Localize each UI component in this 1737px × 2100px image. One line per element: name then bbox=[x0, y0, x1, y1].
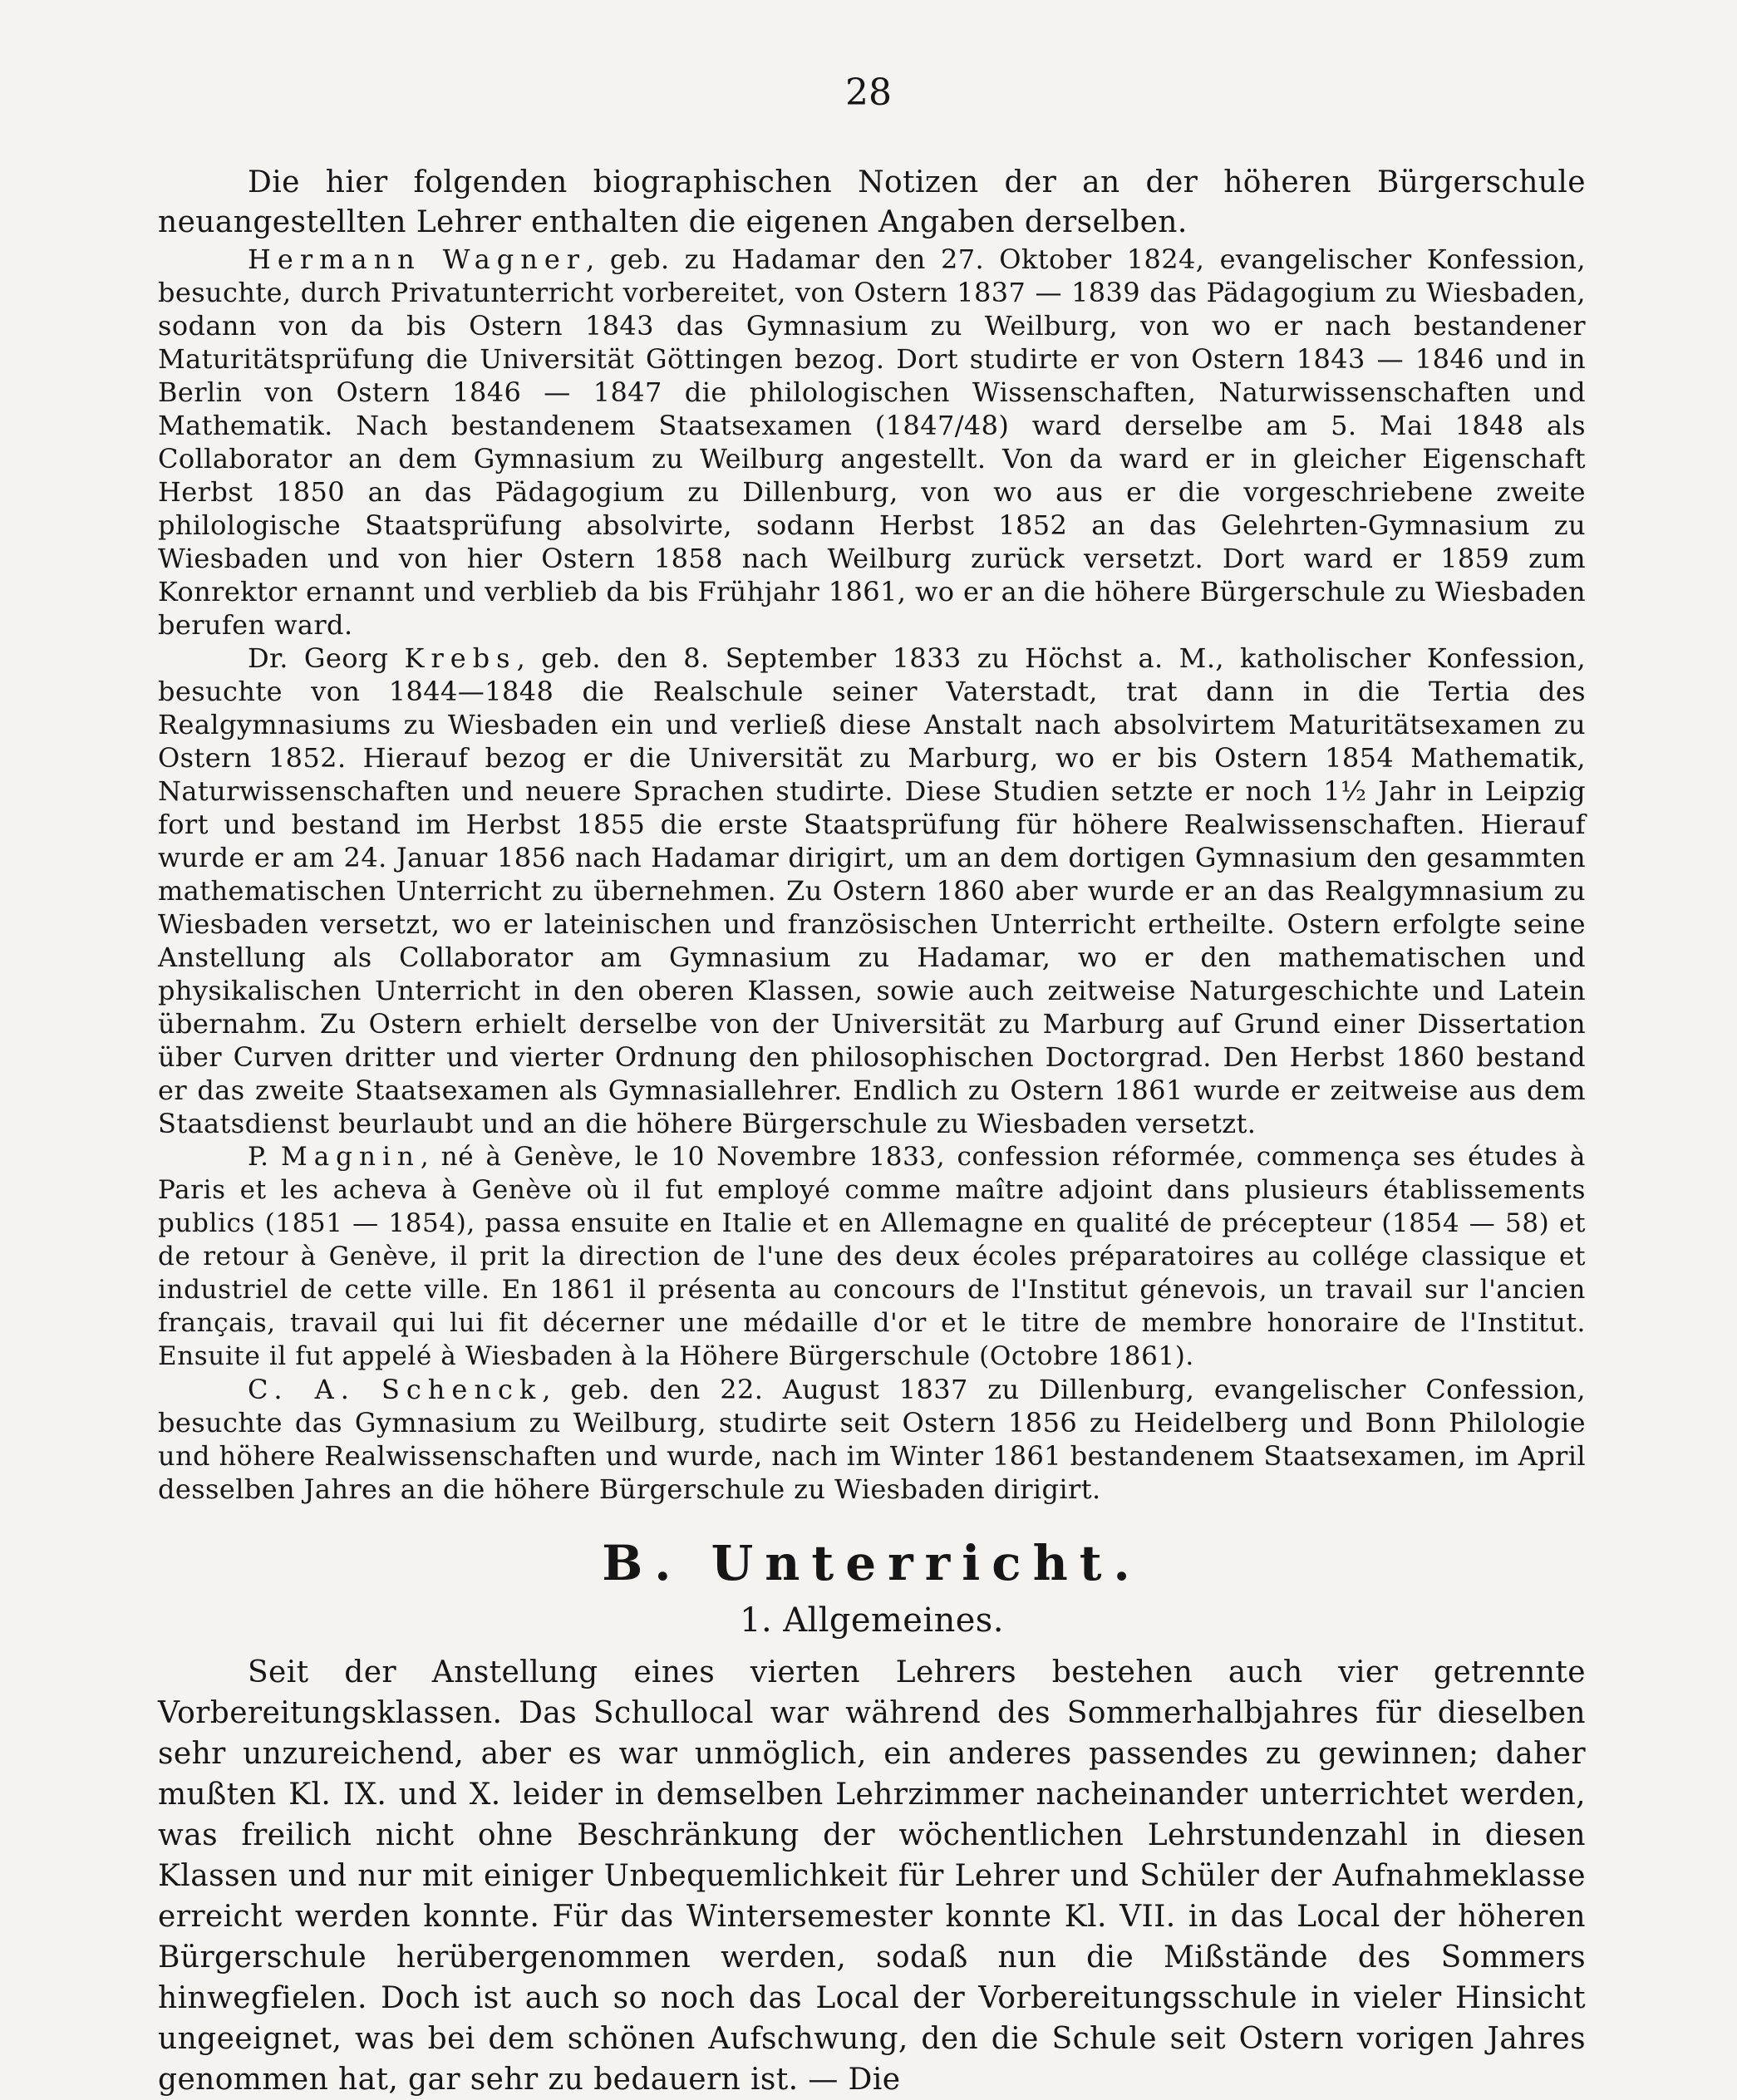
bio-magnin-text: , né à Genève, le 10 Novembre 1833, confession réformée, commença ses études à Paris et les acheva à Genève où il fut employé comme maître adjoint dans plusieurs établissements publics (1851 — 1854), passa ensuite en Italie et en Allemagne en qualité de précepteur (1854 — 58) et de retour à Genève, il prit la direction de l'une des deux écoles préparatoires au collége classique et industriel de cette ville. En 1861 il présenta au concours de l'Institut génevois, un travail sur l'ancien français, travail qui lui fit décerner une médaille d'or et le titre de membre honoraire de l'Institut. Ensuite il fut appelé à Wiesbaden à la Höhere Bürgerschule (Octobre 1861). bbox=[158, 1142, 1586, 1371]
subsection-heading: 1. Allgemeines. bbox=[740, 1601, 1004, 1640]
bio-magnin bbox=[158, 1140, 1586, 1373]
bio-schenck bbox=[158, 1373, 1586, 1506]
bio-krebs-name: Krebs bbox=[404, 642, 517, 674]
bio-wagner-text: , geb. zu Hadamar den 27. Oktober 1824, evangelischer Konfession, besuchte, durch Privatunterricht vorbereitet, von Ostern 1837 — 1839 das Pädagogium zu Wiesbaden, sodann von da bis Ostern 1843 das Gymnasium zu Weilburg, von wo er nach bestandener Maturitätsprüfung die Universität Göttingen bezog. Dort studirte er von Ostern 1843 — 1846 und in Berlin von Ostern 1846 — 1847 die philologischen Wissenschaften, Naturwissenschaften und Mathematik. Nach bestandenem Staatsexamen (1847/48) ward derselbe am 5. Mai 1848 als Collaborator an dem Gymnasium zu Weilburg angestellt. Von da ward er in gleicher Eigenschaft Herbst 1850 an das Pädagogium zu Dillenburg, von wo aus er die vorgeschriebene zweite philologische Staatsprüfung absolvirte, sodann Herbst 1852 an das Gelehrten-Gymnasium zu Wiesbaden und von hier Ostern 1858 nach Weilburg zurück versetzt. Dort ward er 1859 zum Konrektor ernannt und verblieb da bis Frühjahr 1861, wo er an die höhere Bürgerschule zu Wiesbaden berufen ward. bbox=[158, 243, 1587, 641]
bio-schenck-text: , geb. den 22. August 1837 zu Dillenburg, evangelischer Confession, besuchte das Gymnasium zu Weilburg, studirte seit Ostern 1856 zu Heidelberg und Bonn Philologie und höhere Realwissenschaften und wurde, nach im Winter 1861 bestandenem Staatsexamen, im April desselben Jahres an die höhere Bürgerschule zu Wiesbaden dirigirt. bbox=[158, 1374, 1586, 1505]
body-paragraph: Seit der Anstellung eines vierten Lehrers bestehen auch vier getrennte Vorbereitungsklassen. Das Schullocal war während des Sommerhalbjahres für dieselben sehr unzureichend, aber es war unmöglich, ein anderes passendes zu gewinnen; daher mußten Kl. IX. und X. leider in demselben Lehrzimmer nacheinander unterrichtet werden, was freilich nicht ohne Beschränkung der wöchentlichen Lehrstundenzahl in diesen Klassen und nur mit einiger Unbequemlichkeit für Lehrer und Schüler der Aufnahmeklasse erreicht werden konnte. Für das Wintersemester konnte Kl. VII. in das Local der höheren Bürgerschule herübergenommen werden, sodaß nun die Mißstände des Sommers hinwegfielen. Doch ist auch so noch das Local der Vorbereitungsschule in vieler Hinsicht ungeeignet, was bei dem schönen Aufschwung, den die Schule seit Ostern vorigen Jahres genommen hat, gar sehr zu bedauern ist. — Die bbox=[158, 1655, 1586, 2097]
page-number: 28 bbox=[845, 71, 892, 114]
bio-magnin-prefix: P. bbox=[248, 1142, 281, 1172]
bio-schenck-name: C. A. Schenck bbox=[248, 1374, 543, 1405]
bio-krebs bbox=[158, 642, 1586, 1140]
bio-krebs-text: , geb. den 8. September 1833 zu Höchst a. M., katholischer Konfession, besuchte von 1844—1848 die Realschule seiner Vaterstadt, trat dann in die Tertia des Realgymnasiums zu Wiesbaden ein und verließ diese Anstalt nach absolvirtem Maturitätsexamen zu Ostern 1852. Hierauf bezog er die Universität zu Marburg, wo er bis Ostern 1854 Mathematik, Naturwissenschaften und neuere Sprachen studirte. Diese Studien setzte er noch 1½ Jahr in Leipzig fort und bestand im Herbst 1855 die erste Staatsprüfung für höhere Realwissenschaften. Hierauf wurde er am 24. Januar 1856 nach Hadamar dirigirt, um an dem dortigen Gymnasium den gesammten mathematischen Unterricht zu übernehmen. Zu Ostern 1860 aber wurde er an das Realgymnasium zu Wiesbaden versetzt, wo er lateinischen und französischen Unterricht ertheilte. Ostern erfolgte seine Anstellung als Collaborator am Gymnasium zu Hadamar, wo er den mathematischen und physikalischen Unterricht in den oberen Klassen, sowie auch zeitweise Naturgeschichte und Latein übernahm. Zu Ostern erhielt derselbe von der Universität zu Marburg auf Grund einer Dissertation über Curven dritter und vierter Ordnung den philosophischen Doctorgrad. Den Herbst 1860 bestand er das zweite Staatsexamen als Gymnasiallehrer. Endlich zu Ostern 1861 wurde er zeitweise aus dem Staatsdienst beurlaubt und an die höhere Bürgerschule zu Wiesbaden versetzt. bbox=[158, 642, 1587, 1139]
bio-krebs-prefix: Dr. Georg bbox=[248, 642, 405, 674]
page-content bbox=[158, 163, 1586, 2100]
section-heading: B. Unterricht. bbox=[602, 1535, 1142, 1591]
bio-wagner bbox=[158, 243, 1586, 642]
intro-paragraph: Die hier folgenden biographischen Notizen der an der höheren Bürgerschule neuangestellten Lehrer enthalten die eigenen Angaben derselben. bbox=[158, 165, 1586, 239]
bio-magnin-name: Magnin bbox=[280, 1142, 421, 1172]
bio-wagner-name: Hermann Wagner bbox=[248, 243, 587, 275]
